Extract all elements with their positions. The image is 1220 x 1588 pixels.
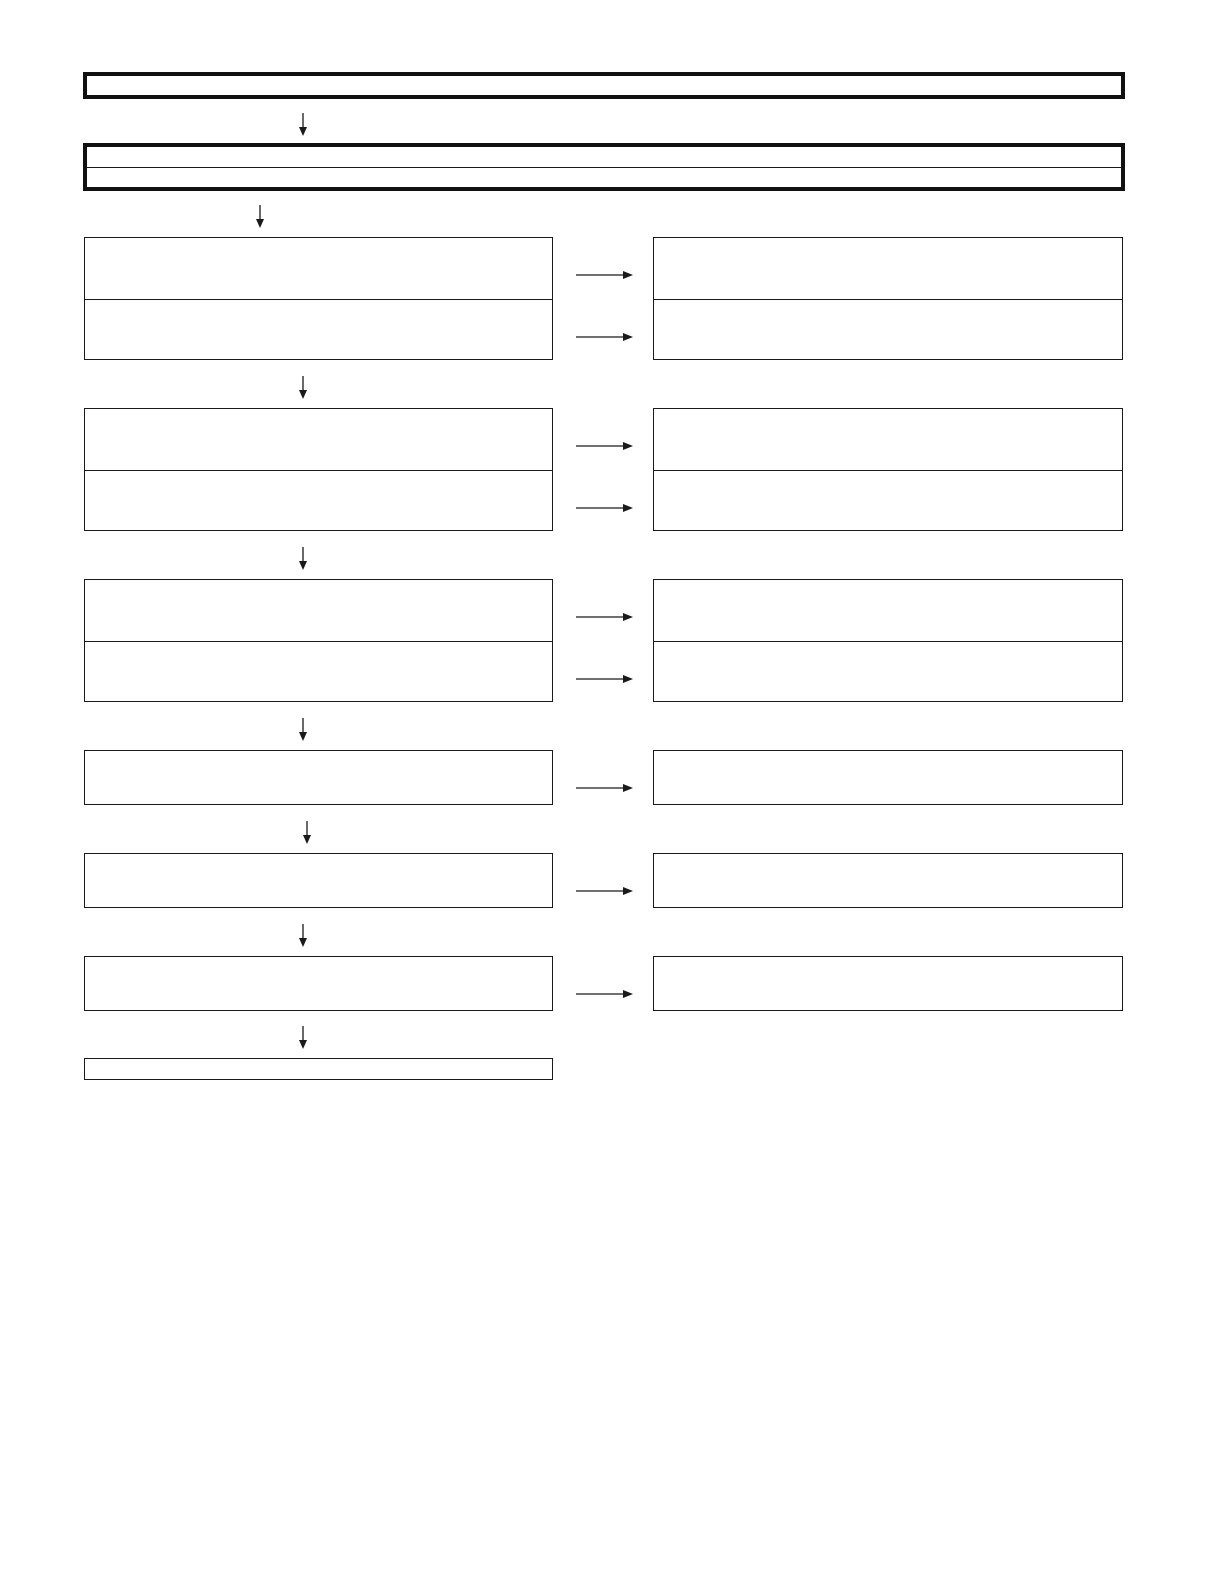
step-2-right-row-2 [654,470,1122,530]
step-1-left-box [84,237,553,360]
step-5-left-text [85,854,552,862]
subheader-row-2 [87,167,1121,187]
step-3-right-row-2 [654,641,1122,701]
step-5-left-box [84,853,553,908]
subheader-box [83,143,1125,191]
right-arrow-5 [576,613,633,621]
down-arrow-8 [299,1026,307,1049]
step-3-right-box [653,579,1123,702]
step-3-left-row-1 [85,580,552,641]
final-box [84,1058,553,1080]
step-2-right-box [653,408,1123,531]
header-box [83,72,1125,99]
step-3-left-row-2 [85,641,552,701]
step-1-right-row-1 [654,238,1122,299]
right-arrow-3 [576,442,633,450]
step-1-left-row-1 [85,238,552,299]
down-arrow-7 [299,924,307,947]
step-6-right-box [653,956,1123,1011]
right-arrow-4 [576,504,633,512]
step-6-left-text [85,957,552,965]
step-5-right-text [654,854,1122,862]
step-6-left-box [84,956,553,1011]
down-arrow-3 [299,376,307,399]
step-4-right-box [653,750,1123,805]
right-arrow-7 [576,784,633,792]
step-2-left-row-2 [85,470,552,530]
final-text [85,1059,552,1063]
right-arrow-8 [576,887,633,895]
right-arrow-2 [576,333,633,341]
right-arrow-1 [576,271,633,279]
step-2-right-row-1 [654,409,1122,470]
down-arrow-4 [299,547,307,570]
step-3-right-row-1 [654,580,1122,641]
step-4-right-text [654,751,1122,759]
right-arrow-6 [576,675,633,683]
subheader-row-1 [87,147,1121,167]
step-5-right-box [653,853,1123,908]
step-1-right-box [653,237,1123,360]
step-6-right-text [654,957,1122,965]
step-2-left-row-1 [85,409,552,470]
step-3-left-box [84,579,553,702]
step-1-right-row-2 [654,299,1122,359]
down-arrow-5 [299,718,307,741]
step-1-left-row-2 [85,299,552,359]
down-arrow-1 [299,113,307,136]
down-arrow-2 [256,205,264,228]
step-4-left-text [85,751,552,759]
right-arrow-9 [576,990,633,998]
step-4-left-box [84,750,553,805]
header-text [87,76,1121,84]
down-arrow-6 [303,821,311,844]
step-2-left-box [84,408,553,531]
